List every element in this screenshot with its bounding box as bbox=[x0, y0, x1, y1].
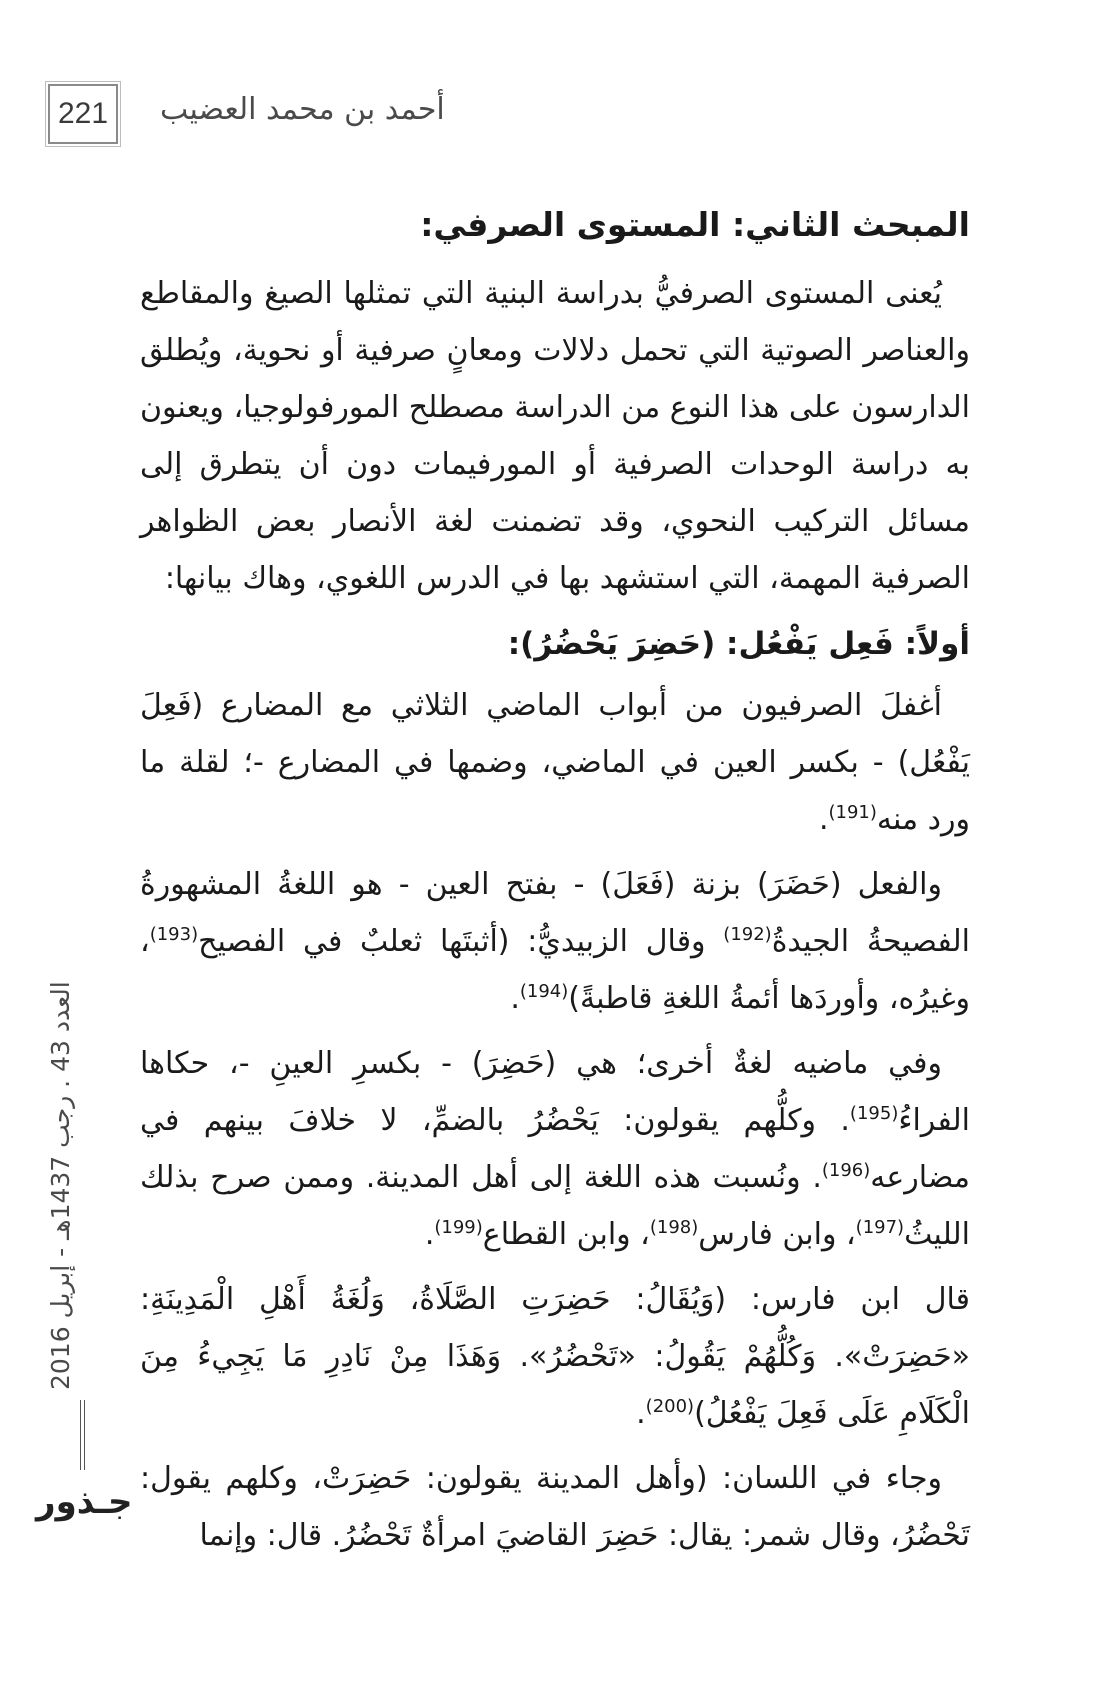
subsection-title: أولاً: فَعِل يَفْعُل: (حَضِرَ يَحْضُرُ): bbox=[507, 626, 970, 662]
footnote-ref[interactable]: (193) bbox=[149, 924, 199, 945]
footnote-ref[interactable]: (192) bbox=[723, 924, 772, 945]
paragraph-text: ، وغيرُه، وأوردَها أئمةُ اللغةِ قاطبةً) bbox=[140, 924, 970, 1016]
paragraph-text: . ونُسبت هذه اللغة إلى أهل المدينة. وممن صرح بذلك الليثُ bbox=[140, 1160, 970, 1252]
paragraph-4-quote bbox=[140, 1271, 970, 1442]
sidebar-rule bbox=[80, 1400, 81, 1470]
footnote-ref[interactable]: (200) bbox=[645, 1396, 695, 1417]
punctuation: . bbox=[424, 1217, 435, 1252]
punctuation: . bbox=[510, 981, 520, 1016]
page-number: 221 bbox=[48, 84, 118, 144]
journal-logo: جـذور bbox=[36, 1482, 133, 1522]
paragraph-2 bbox=[140, 856, 970, 1027]
paragraph-text: وفي ماضيه لغةٌ أخرى؛ هي (حَضِرَ) - بكسرِ العينِ -، حكاها الفراءُ bbox=[140, 1046, 970, 1138]
paragraph-text: ، وابن فارس bbox=[698, 1217, 856, 1252]
paragraph-3 bbox=[140, 1035, 970, 1263]
footnote-ref[interactable]: (191) bbox=[828, 802, 877, 823]
paragraph-text: أغفلَ الصرفيون من أبواب الماضي الثلاثي مع المضارع (فَعِلَ يَفْعُل) - بكسر العين في الماضي، وضمها في المضارع -؛ لقلة ما ورد منه bbox=[140, 688, 970, 837]
article-body bbox=[140, 195, 970, 1572]
paragraph-1 bbox=[140, 677, 970, 848]
footnote-ref[interactable]: (198) bbox=[649, 1217, 699, 1238]
footnote-ref[interactable]: (197) bbox=[855, 1217, 905, 1238]
punctuation: . bbox=[636, 1396, 646, 1431]
paragraph-text: وقال الزبيديُّ: (أثبتَها ثعلبٌ في الفصيح bbox=[198, 924, 724, 959]
footnote-ref[interactable]: (194) bbox=[519, 981, 569, 1002]
footnote-ref[interactable]: (195) bbox=[849, 1103, 899, 1124]
sidebar-rule bbox=[84, 1400, 85, 1470]
paragraph-text: والفعل (حَضَرَ) بزنة (فَعَلَ) - بفتح العين - هو اللغةُ المشهورةُ الفصيحةُ الجيدةُ bbox=[140, 867, 970, 959]
paragraph-text: . وكلُّهم يقولون: يَحْضُرُ بالضمِّ، لا خلافَ بينهم في مضارعه bbox=[140, 1103, 970, 1195]
punctuation: . bbox=[818, 802, 829, 837]
section-intro: يُعنى المستوى الصرفيُّ بدراسة البنية التي تمثلها الصيغ والمقاطع والعناصر الصوتية التي تحمل دلالات ومعانٍ صرفية أو نحوية، ويُطلق الدارسون على هذا النوع من الدراسة مصطلح المورفولوجيا، ويعنون به دراسة الوحدات الصرفية أو المورفيمات دون أن يتطرق إلى مسائل التركيب النحوي، وقد تضمنت لغة الأنصار بعض الظواهر الصرفية المهمة، التي استشهد بها في الدرس اللغوي، وهاك بيانها: bbox=[140, 276, 970, 596]
running-head-author: أحمد بن محمد العضيب bbox=[160, 92, 445, 127]
paragraph-text: ، وابن القطاع bbox=[482, 1217, 650, 1252]
issue-info: العدد 43 . رجب 1437هـ - إبريل 2016 bbox=[46, 981, 75, 1390]
paragraph-5: وجاء في اللسان: (وأهل المدينة يقولون: حَضِرَتْ، وكلهم يقول: تَحْضُرُ، وقال شمر: يقال: حَضِرَ القاضيَ امرأةٌ تَحْضُرُ. قال: وإنما bbox=[140, 1461, 970, 1553]
section-title: المبحث الثاني: المستوى الصرفي: bbox=[420, 205, 970, 244]
footnote-ref[interactable]: (196) bbox=[821, 1160, 871, 1181]
paragraph-text: قال ابن فارس: (وَيُقَالُ: حَضِرَتِ الصَّلَاةُ، وَلُغَةُ أَهْلِ الْمَدِينَةِ: «حَضِرَتْ». وَكُلُّهُمْ يَقُولُ: «تَحْضُرُ». وَهَذَا مِنْ نَادِرِ مَا يَجِيءُ مِنَ الْكَلَامِ عَلَى فَعِلَ يَفْعُلُ) bbox=[140, 1282, 970, 1431]
footnote-ref[interactable]: (199) bbox=[434, 1217, 483, 1238]
